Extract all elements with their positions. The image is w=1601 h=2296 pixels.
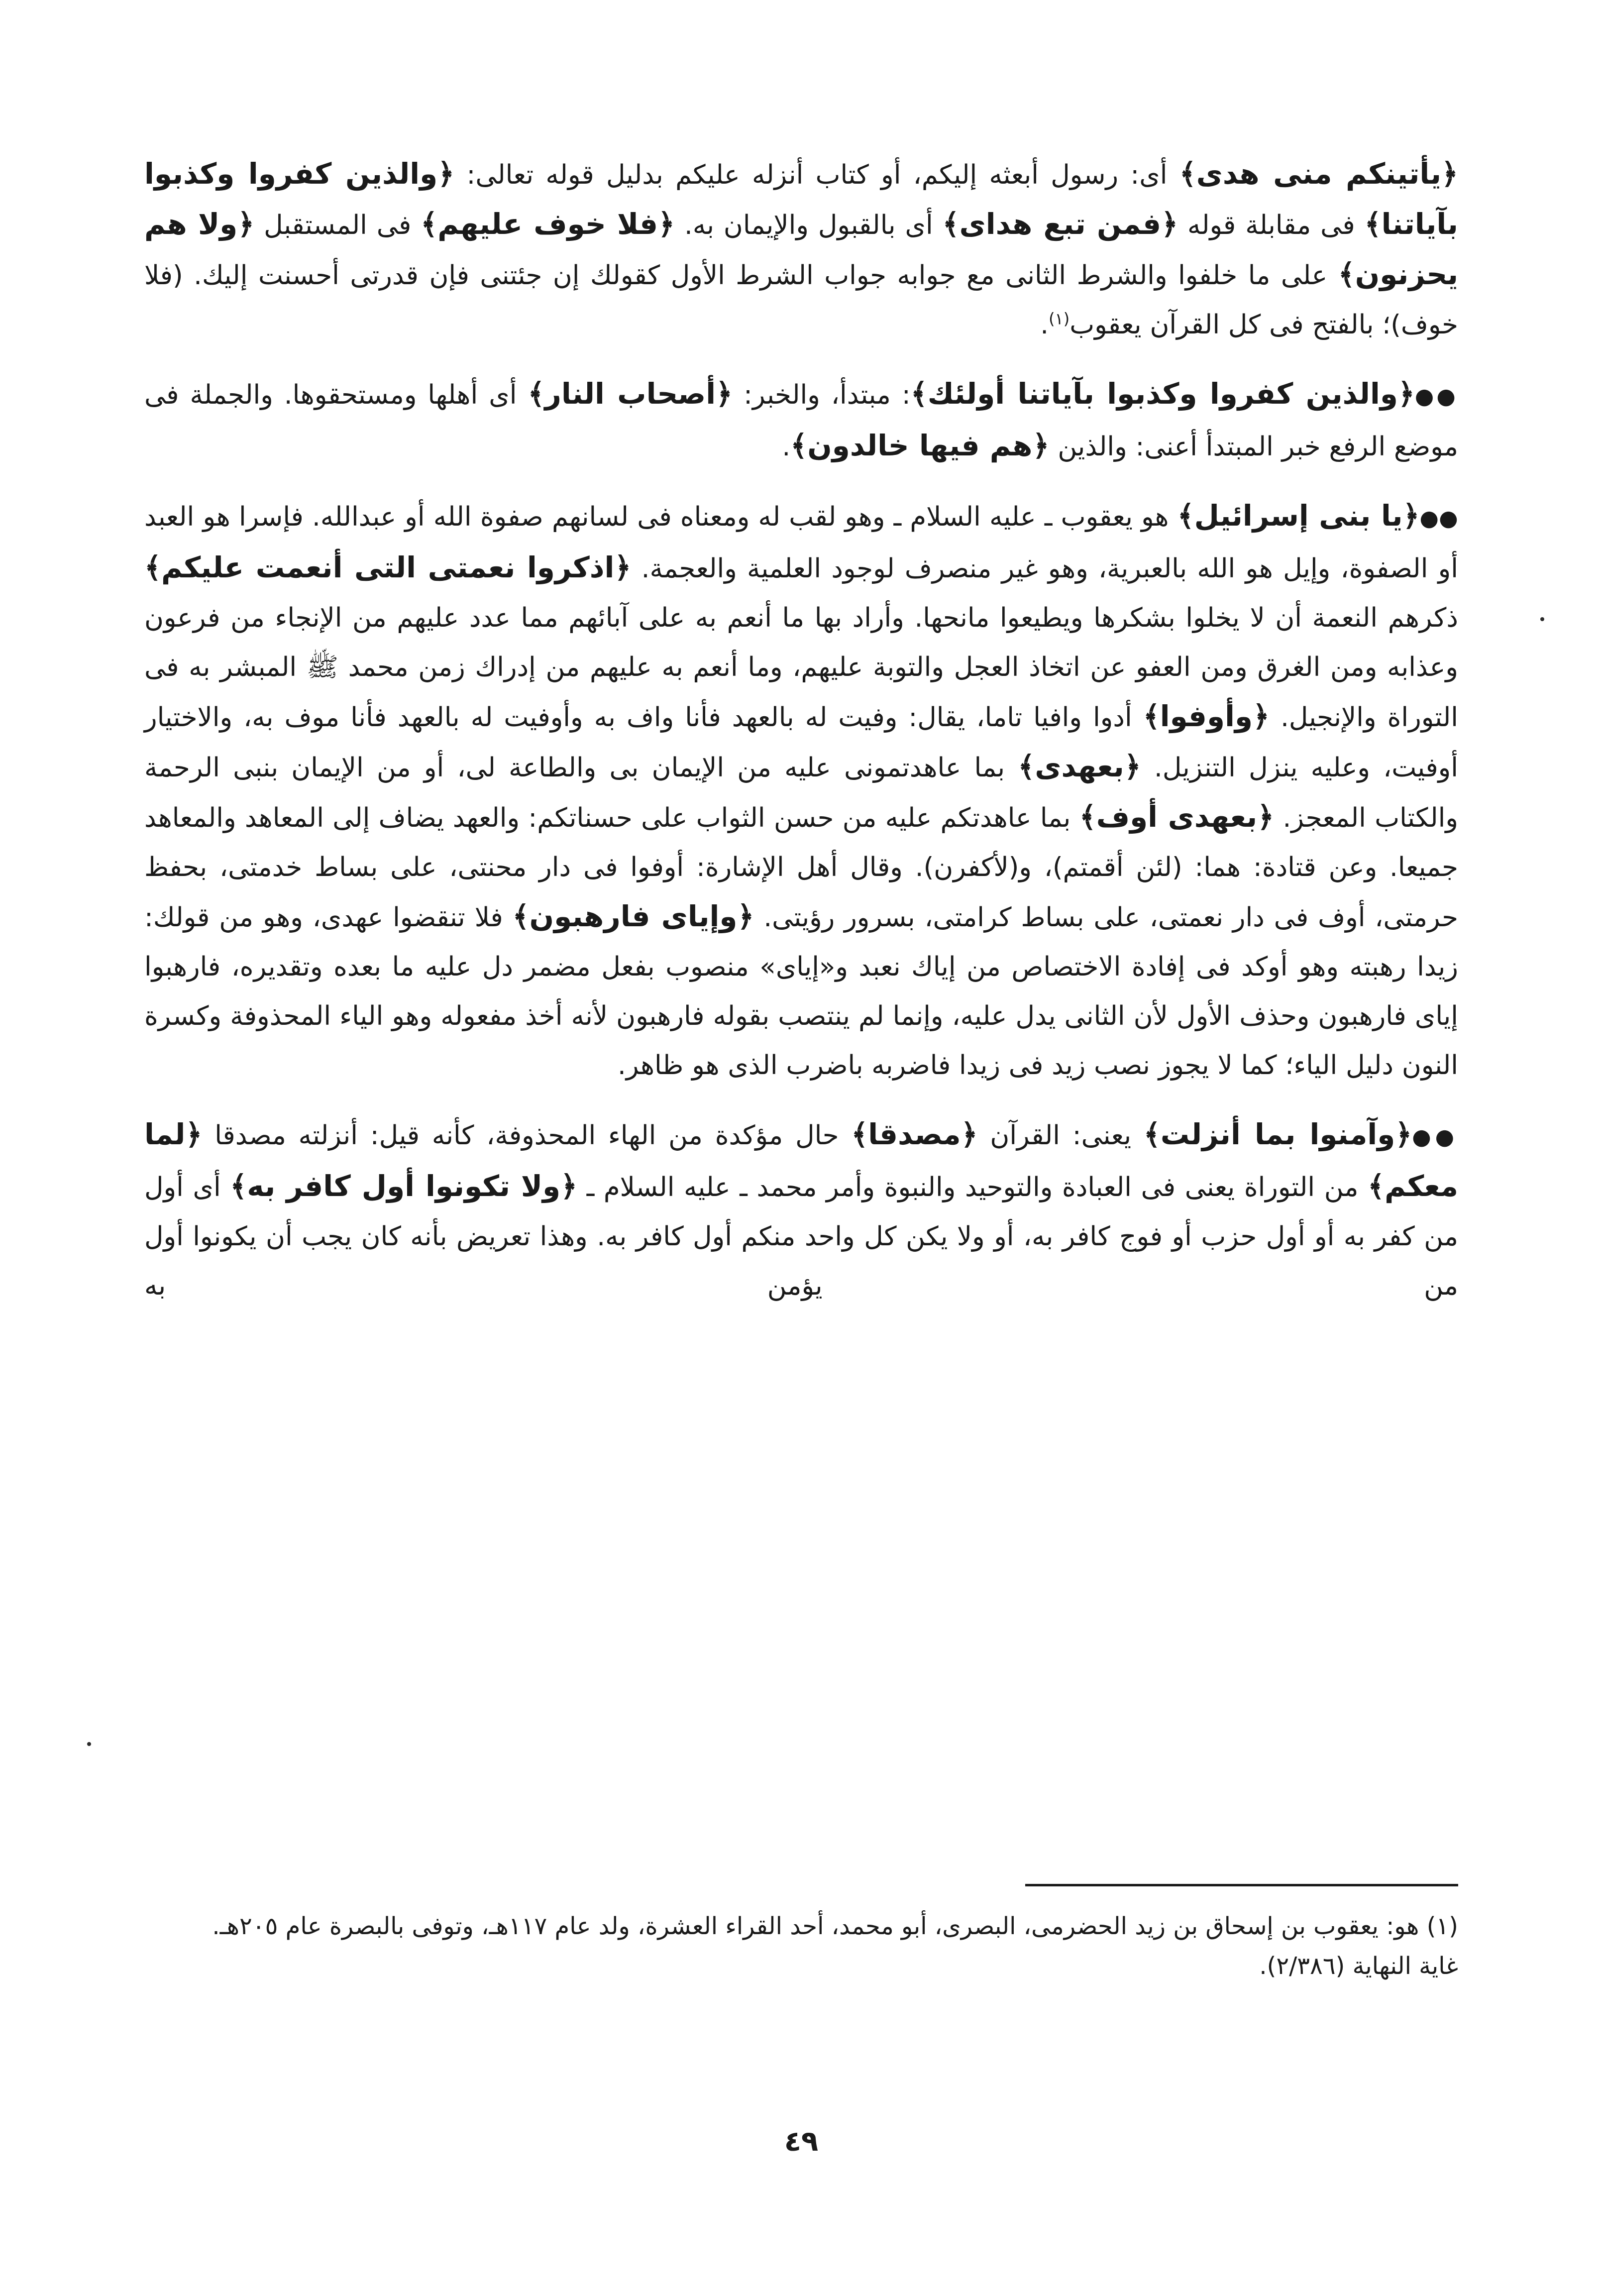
footnote-reference: (١) [1049, 309, 1070, 328]
body-text: أى بالقبول والإيمان به. [675, 210, 943, 240]
body-text: أى أول من كفر به أو أول حزب أو فوج كافر به، أو ولا يكن كل واحد منكم أول كافر به. وهذا تعريض بأنه كان يجب أن يكونوا أول من يؤمن به [144, 1172, 1458, 1301]
quran-quote: ﴿مصدقا﴾ [851, 1117, 978, 1151]
section-marker: ●● [1419, 506, 1458, 531]
body-text: حال مؤكدة من الهاء المحذوفة، كأنه قيل: أنزلته مصدقا [202, 1120, 852, 1151]
quran-quote: ﴿لما معكم﴾ [144, 1117, 1459, 1203]
quran-quote: ﴿اذكروا نعمتى التى أنعمت عليكم﴾ [144, 550, 632, 584]
body-text: يعنى: القرآن [977, 1120, 1144, 1151]
footnote-text: (١) هو: يعقوب بن إسحاق بن زيد الحضرمى، البصرى، أبو محمد، أحد القراء العشرة، ولد عام ١١٧هـ، وتوفى بالبصرة عام ٢٠٥هـ. [212, 1912, 1458, 1940]
scan-speck [1540, 617, 1544, 621]
quran-quote: ﴿هم فيها خالدون﴾ [790, 429, 1050, 462]
footnote-source: غاية النهاية (٢/٣٨٦). [1259, 1952, 1458, 1980]
body-text: بما عاهدتكم عليه من حسن الثواب على حسناتكم: والعهد يضاف إلى المعاهد والمعاهد جميعا. وعن قتادة: هما: (لئن أقمتم)، و(لأكفرن). وقال أهل الإشارة: أوفوا فى دار محنتى، على بساط خدمتى، بحفظ حرمتى، أوف فى دار نعمتى، على بساط كرامتى، بسرور رؤيتى. [144, 803, 1459, 933]
body-text: ذكرهم النعمة أن لا يخلوا بشكرها ويطيعوا مانحها. وأراد بها ما أنعم به على آبائهم مما عدد عليهم من الإنجاء من فرعون وعذابه ومن الغرق ومن العفو عن اتخاذ العجل والتوبة عليهم، وما أنعم به عليهم من إدراك زمن محمد ﷺ المبشر به فى التوراة والإنجيل. [144, 603, 1458, 733]
body-text: أى: رسول أبعثه إليكم، أو كتاب أنزله عليكم بدليل قوله تعالى: [454, 160, 1179, 190]
quran-quote: ﴿فمن تبع هداى﴾ [942, 207, 1178, 241]
main-text [144, 149, 1458, 1311]
body-text: أى أهلها ومستحقوها. والجملة فى موضع الرفع خبر المبتدأ أعنى: والذين [144, 380, 1458, 462]
quran-quote: ﴿وإياى فارهبون﴾ [512, 899, 754, 933]
body-text: : مبتدأ، والخبر: [733, 380, 911, 410]
quran-quote: ﴿يأتينكم منى هدى﴾ [1179, 157, 1458, 191]
footnote [144, 1906, 1458, 1986]
body-text: فى مقابلة قوله [1178, 210, 1365, 240]
scan-speck [87, 1742, 91, 1746]
section-marker: ●● [1412, 1124, 1458, 1150]
quran-quote: ﴿ولا تكونوا أول كافر به﴾ [230, 1169, 578, 1203]
footnote-separator [1025, 1884, 1458, 1886]
paragraph-3 [144, 491, 1458, 1090]
quran-quote: ﴿يا بنى إسرائيل﴾ [1177, 499, 1420, 533]
body-text: أدوا وافيا تاما، يقال: وفيت له بالعهد فأنا واف به وأوفيت له بالعهد فأنا موف به، والاختيار أوفيت، وعليه ينزل التنزيل. [144, 702, 1458, 783]
quran-quote: ﴿بعهدى﴾ [1018, 750, 1141, 783]
quran-quote: ﴿فلا خوف عليهم﴾ [421, 207, 675, 241]
body-text: فى المستقبل [254, 210, 421, 240]
quran-quote: ﴿وأوفوا﴾ [1143, 699, 1270, 733]
page-number: ٤٩ [784, 2125, 819, 2158]
quran-quote: ﴿والذين كفروا وكذبوا بآياتنا أولئك﴾ [910, 377, 1415, 411]
body-text: فلا تنقضوا عهدى، وهو من قولك: زيدا رهبته وهو أوكد فى إفادة الاختصاص من إياك نعبد و«إياى» منصوب بفعل مضمر دل عليه ما بعده وتقديره، فارهبوا إياى فارهبون وحذف الأول لأن الثانى يدل عليه، وإنما لم ينتصب بقوله فارهبون لأنه أخذ مفعوله وهو الياء المحذوفة وكسرة النون دليل الياء؛ كما لا يجوز نصب زيد فى زيدا فاضربه باضرب الذى هو ظاهر. [144, 902, 1458, 1081]
quran-quote: ﴿أصحاب النار﴾ [528, 377, 733, 411]
quran-quote: ﴿ولا هم يحزنون﴾ [144, 207, 1458, 291]
body-text: . [782, 432, 791, 462]
paragraph-2 [144, 369, 1458, 471]
body-text: على ما خلفوا والشرط الثانى مع جوابه جواب الشرط الأول كقولك إن جئتنى فإن قدرتى أحسنت إليك. (فلا خوف)؛ بالفتح فى كل القرآن يعقوب [144, 260, 1458, 340]
quran-quote: ﴿بعهدى أوف﴾ [1079, 800, 1275, 834]
quran-quote: ﴿وآمنوا بما أنزلت﴾ [1143, 1117, 1412, 1151]
body-text: . [1040, 310, 1049, 340]
body-text: هو يعقوب ـ عليه السلام ـ وهو لقب له ومعناه فى لسانهم صفوة الله أو عبدالله. فإسرا هو العبد أو الصفوة، وإيل هو الله بالعبرية، وهو غير منصرف لوجود العلمية والعجمة. [144, 502, 1458, 584]
quran-quote: ﴿والذين كفروا وكذبوا بآياتنا﴾ [144, 157, 1458, 241]
paragraph-1 [144, 149, 1458, 349]
body-text: بما عاهدتمونى عليه من الإيمان بى والطاعة لى، أو من الإيمان بنبى الرحمة والكتاب المعجز. [144, 753, 1459, 833]
body-text: من التوراة يعنى فى العبادة والتوحيد والنبوة وأمر محمد ـ عليه السلام ـ [577, 1172, 1368, 1203]
section-marker: ●● [1414, 384, 1458, 409]
paragraph-4 [144, 1110, 1458, 1311]
